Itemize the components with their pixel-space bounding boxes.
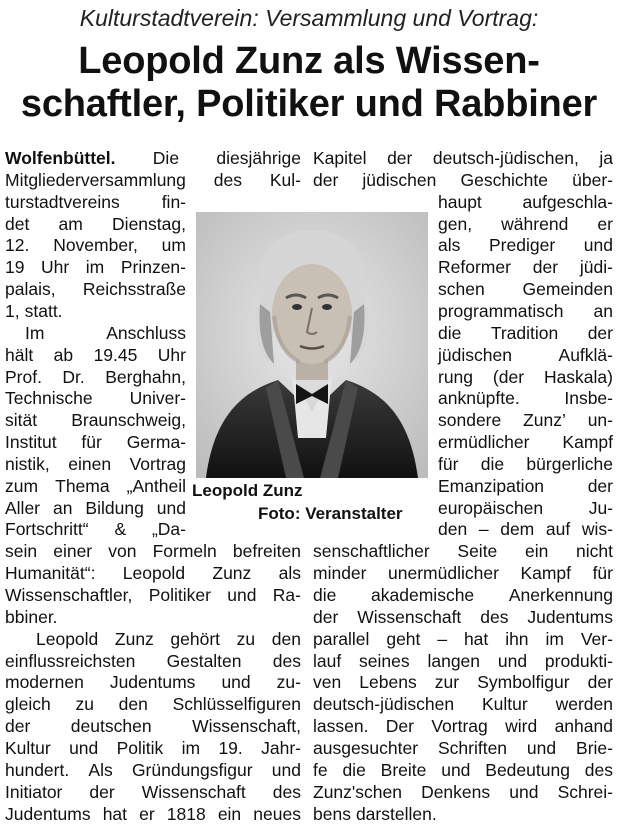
text-word: und (441, 759, 471, 780)
text-line (5, 409, 186, 431)
text-line (438, 300, 613, 322)
text-word: gleich (5, 694, 51, 715)
text-line (313, 540, 613, 562)
text-word: fe (313, 759, 328, 780)
text-word: im (181, 737, 201, 758)
text-word: anhand (554, 716, 613, 737)
text-word: und (227, 585, 257, 605)
text-word: bens (313, 803, 351, 824)
text-word: Wissenschaftler, (5, 585, 133, 605)
text-word: Judentums (109, 672, 196, 693)
text-word: Uhr (41, 257, 70, 278)
text-line (438, 234, 613, 256)
text-line (438, 409, 613, 431)
text-line (438, 453, 613, 475)
text-line (5, 431, 186, 453)
text-word: Symbolfigur (477, 672, 570, 693)
text-word: nistik, (5, 453, 50, 474)
photo-caption-name: Leopold Zunz (192, 481, 303, 500)
text-word: lauf (313, 650, 342, 671)
text-word: Kampf (562, 432, 613, 453)
text-word: unermüdlicher (388, 563, 499, 584)
text-line (5, 300, 186, 322)
text-word: hält (5, 344, 34, 365)
text-word: und (69, 737, 99, 758)
text-word: den (271, 628, 301, 649)
text-word: nicht (576, 541, 613, 562)
text-word: jüdi- (579, 257, 613, 278)
article-headline (0, 40, 618, 126)
text-word: palais, (5, 279, 56, 300)
text-word: Kapitel (313, 148, 367, 168)
text-word: Leopold (122, 563, 186, 584)
text-line (5, 147, 301, 169)
text-line (438, 191, 613, 213)
text-line (5, 453, 186, 475)
text-word: November, (53, 235, 138, 256)
text-line (438, 344, 613, 366)
text-word: für (438, 453, 459, 474)
text-word: und (271, 759, 301, 780)
text-word: ein (524, 541, 549, 562)
text-word: und (526, 737, 557, 758)
text-word: Aller (5, 497, 41, 518)
text-word: Tradition (490, 322, 559, 343)
text-word: für (81, 432, 102, 453)
text-word: des (213, 169, 242, 190)
text-word: und (156, 497, 186, 518)
text-word: Leopold (36, 628, 99, 649)
text-line (313, 562, 613, 584)
text-line (313, 628, 613, 650)
text-word: Vortrag (431, 716, 488, 737)
text-word: Technische (5, 388, 93, 409)
text-line (5, 737, 301, 759)
text-word: den (118, 694, 148, 715)
text-word: darstellen. (355, 803, 437, 824)
text-line (5, 169, 301, 191)
text-line (313, 169, 613, 191)
text-word: des (272, 650, 301, 671)
text-word: an (593, 300, 613, 321)
text-word: modernen (5, 672, 84, 693)
text-word: – (478, 519, 489, 540)
text-line (313, 781, 613, 803)
text-line (313, 147, 613, 169)
text-word: er (139, 803, 155, 824)
text-word: wird (505, 716, 538, 737)
text-word: ein (217, 803, 242, 824)
text-line (5, 366, 186, 388)
text-word: neues (253, 803, 301, 824)
text-word: Initiator (5, 781, 63, 802)
text-word: sondere (438, 410, 502, 431)
text-line (5, 606, 301, 628)
text-word: langen (427, 650, 481, 671)
text-line (5, 234, 186, 256)
text-line (313, 606, 613, 628)
text-word: Dr. (62, 366, 85, 387)
text-word: un- (587, 410, 613, 431)
text-word: ven (313, 672, 342, 693)
text-word: der (313, 169, 339, 190)
text-word: hat (463, 628, 489, 649)
text-word: Kampf (520, 563, 572, 584)
text-word: der (89, 781, 115, 802)
text-word: dem (500, 519, 535, 540)
text-word: 19 (5, 257, 25, 278)
text-word: programmatisch (438, 300, 564, 321)
text-word: Schrei- (557, 781, 613, 802)
text-word: Der (385, 716, 414, 737)
text-word: einflussreichsten (5, 650, 136, 671)
text-word: Ra- (272, 585, 301, 605)
text-word: der (387, 148, 413, 168)
text-word: statt. (24, 300, 63, 321)
text-word: am (58, 213, 83, 234)
text-line (5, 759, 301, 781)
text-word: Vortrag (129, 453, 186, 474)
text-line (36, 628, 301, 650)
text-word: zum (5, 475, 39, 496)
text-line (5, 387, 186, 409)
text-word: deutsch-jüdischen (313, 694, 455, 715)
text-word: ausgesuchter (313, 737, 419, 758)
text-word: europäischen (438, 497, 544, 518)
text-line (5, 584, 301, 606)
headline-line-2: schaftler, Politiker und Rabbiner (20, 83, 598, 125)
text-word: die (313, 585, 337, 605)
text-line (313, 759, 613, 781)
text-line (5, 518, 186, 540)
text-word: 1, (5, 300, 20, 321)
text-word: turstadtvereins (5, 191, 120, 212)
text-word: produkti- (544, 650, 613, 671)
text-word: an (52, 497, 73, 518)
text-word: Thema (55, 475, 110, 496)
text-word: während (501, 213, 569, 234)
text-word: anknüpfte. (438, 388, 520, 409)
text-word: zur (434, 672, 460, 693)
text-word: einer (53, 541, 93, 562)
text-word: im (545, 628, 564, 649)
text-line (438, 518, 613, 540)
text-word: als (438, 235, 461, 256)
text-word: & (114, 519, 127, 540)
text-word: – (437, 628, 448, 649)
text-line (438, 322, 613, 344)
text-word: den (438, 519, 468, 540)
text-word: Germa- (126, 432, 186, 453)
text-line (5, 256, 186, 278)
text-line (313, 737, 613, 759)
text-line (5, 803, 301, 825)
text-word: sität (5, 410, 38, 431)
text-word: „Da- (151, 519, 186, 540)
text-word: Wolfenbüttel. (5, 148, 116, 168)
text-word: haupt (438, 191, 482, 212)
text-word: deutsch-jüdischen, (432, 148, 579, 168)
text-line (5, 671, 301, 693)
text-line (5, 191, 186, 213)
text-word: Die (152, 148, 180, 168)
text-word: Ju- (588, 497, 613, 518)
text-word: Denkens (421, 781, 491, 802)
text-word: bürgerliche (526, 453, 613, 474)
text-word: der (587, 672, 613, 693)
text-word: und (497, 650, 528, 671)
text-line (313, 650, 613, 672)
text-word: aufgeschla- (522, 191, 613, 212)
text-word: Lebens (359, 672, 417, 693)
text-word: der (587, 475, 613, 496)
text-word: sein (5, 541, 38, 562)
text-word: det (5, 213, 30, 234)
text-word: hundert. (5, 759, 70, 780)
text-word: Formeln (152, 541, 217, 562)
text-word: Prof. (5, 366, 42, 387)
text-line (313, 584, 613, 606)
text-line (313, 803, 613, 825)
text-word: um (161, 235, 186, 256)
text-word: deutschen (70, 716, 152, 737)
text-line (313, 693, 613, 715)
text-word: einen (68, 453, 112, 474)
text-word: 1818 (166, 803, 206, 824)
text-word: Zunz (114, 628, 154, 649)
text-word: Gemeinden (522, 279, 613, 300)
text-line (438, 475, 613, 497)
text-word: des (272, 781, 301, 802)
photo-caption-credit: Foto: Veranstalter (258, 504, 403, 523)
text-word: er (597, 213, 613, 234)
text-word: befreiten (232, 541, 301, 562)
text-word: Politiker (148, 585, 211, 605)
text-line (438, 431, 613, 453)
text-word: minder (313, 563, 367, 584)
text-word: Wissenschaft (141, 781, 246, 802)
text-word: von (108, 541, 137, 562)
text-line (5, 715, 301, 737)
text-word: Breite (380, 759, 427, 780)
text-line (5, 497, 186, 519)
text-word: ihn (505, 628, 529, 649)
text-word: wis- (581, 519, 613, 540)
text-word: ermüdlicher (438, 432, 530, 453)
text-word: Als (88, 759, 113, 780)
text-word: werden (555, 694, 613, 715)
text-word: seines (359, 650, 410, 671)
text-line (438, 213, 613, 235)
text-word: auf (545, 519, 571, 540)
text-word: geht (386, 628, 421, 649)
text-line (438, 387, 613, 409)
text-word: Schlüsselfiguren (172, 694, 301, 715)
text-word: jüdischen (362, 169, 437, 190)
text-word: jüdischen (438, 344, 512, 365)
text-word: zu (75, 694, 94, 715)
text-word: rung (438, 366, 474, 387)
text-line (5, 344, 186, 366)
text-word: gen, (438, 213, 473, 234)
text-word: lassen. (313, 716, 369, 737)
text-word: im (85, 257, 105, 278)
text-word: akademische (371, 585, 475, 605)
text-line (5, 278, 186, 300)
text-line (438, 278, 613, 300)
text-word: der (5, 716, 31, 737)
text-word: Gründungsfigur (131, 759, 253, 780)
text-line (5, 540, 301, 562)
text-word: Reichsstraße (82, 279, 186, 300)
text-word: Anerkennung (508, 585, 613, 605)
text-word: und (583, 235, 613, 256)
text-line (5, 693, 301, 715)
text-word: gehört (170, 628, 221, 649)
text-word: Seite (457, 541, 498, 562)
text-word: Uhr (157, 344, 186, 365)
text-word: bbiner. (5, 606, 58, 627)
text-word: Prinzen- (120, 257, 186, 278)
text-line (5, 213, 186, 235)
text-line (313, 715, 613, 737)
text-word: des (480, 606, 509, 627)
text-word: hat (102, 803, 128, 824)
text-word: Jahr- (261, 737, 301, 758)
text-word: Dienstag, (112, 213, 186, 234)
text-word: Gestalten (166, 650, 242, 671)
text-word: und (509, 781, 539, 802)
text-word: Insbe- (564, 388, 613, 409)
text-line (438, 497, 613, 519)
text-word: Anschluss (106, 322, 186, 343)
text-word: die (342, 759, 366, 780)
text-word: Im (25, 322, 45, 343)
text-word: Wissenschaft (357, 606, 462, 627)
text-word: der (587, 322, 613, 343)
text-word: die (438, 322, 462, 343)
text-word: Kultur (481, 694, 528, 715)
text-word: Haskala) (543, 366, 613, 387)
text-word: Humanität“: (5, 563, 96, 584)
text-word: ja (599, 148, 613, 168)
text-word: Braunschweig, (71, 410, 186, 431)
text-word: Univer- (129, 388, 186, 409)
text-line (5, 475, 186, 497)
text-word: Mitgliederversammlung (5, 169, 186, 190)
text-word: Emanzipation (438, 475, 545, 496)
text-word: Institut (5, 432, 57, 453)
text-word: 12. (5, 235, 30, 256)
text-line (5, 650, 301, 672)
text-word: Bildung (85, 497, 144, 518)
text-word: die (480, 453, 505, 474)
text-word: Geschichte (460, 169, 549, 190)
text-word: über- (572, 169, 613, 190)
text-word: Politik (116, 737, 164, 758)
text-word: (der (492, 366, 525, 387)
text-word: Reformer (438, 257, 511, 278)
text-word: für (592, 563, 613, 584)
text-word: parallel (313, 628, 370, 649)
text-word: Brie- (576, 737, 613, 758)
text-word: des (584, 759, 613, 780)
headline-line-1: Leopold Zunz als Wissen- (78, 40, 540, 82)
text-word: der (313, 606, 339, 627)
text-word: Prediger (489, 235, 556, 256)
text-word: Zunz'schen (313, 781, 402, 802)
text-word: Bedeutung (485, 759, 570, 780)
text-word: Berghahn, (105, 366, 186, 387)
text-word: Judentums (527, 606, 613, 627)
text-word: Zunz’ (523, 410, 566, 431)
text-word: Fortschritt“ (5, 519, 89, 540)
text-word: 19.45 (93, 344, 138, 365)
text-word: zu- (276, 672, 301, 693)
text-word: und (221, 672, 251, 693)
text-word: 19. (218, 737, 243, 758)
text-word: der (532, 257, 559, 278)
text-word: Judentums (5, 803, 91, 824)
text-line (438, 366, 613, 388)
text-line (25, 322, 186, 344)
text-word: zu (236, 628, 256, 649)
text-word: Zunz (212, 563, 252, 584)
portrait-engraving (196, 212, 428, 478)
text-word: Kul- (269, 169, 301, 190)
text-word: ab (53, 344, 74, 365)
text-word: Kultur (5, 737, 51, 758)
text-word: diesjährige (216, 148, 301, 168)
text-word: Ver- (580, 628, 613, 649)
text-word: Aufklä- (558, 344, 613, 365)
text-word: Wissenschaft, (192, 716, 301, 737)
text-word: „Antheil (126, 475, 186, 496)
text-word: als (278, 563, 301, 584)
text-word: schen (438, 279, 485, 300)
text-word: Schriften (437, 737, 508, 758)
article-kicker: Kulturstadtverein: Versammlung und Vortrag: (79, 5, 539, 31)
text-word: fin- (161, 191, 186, 212)
portrait-photo (196, 212, 428, 478)
text-line (5, 562, 301, 584)
text-word: senschaftlicher (313, 541, 430, 562)
text-line (5, 781, 301, 803)
text-line (438, 256, 613, 278)
text-line (313, 671, 613, 693)
